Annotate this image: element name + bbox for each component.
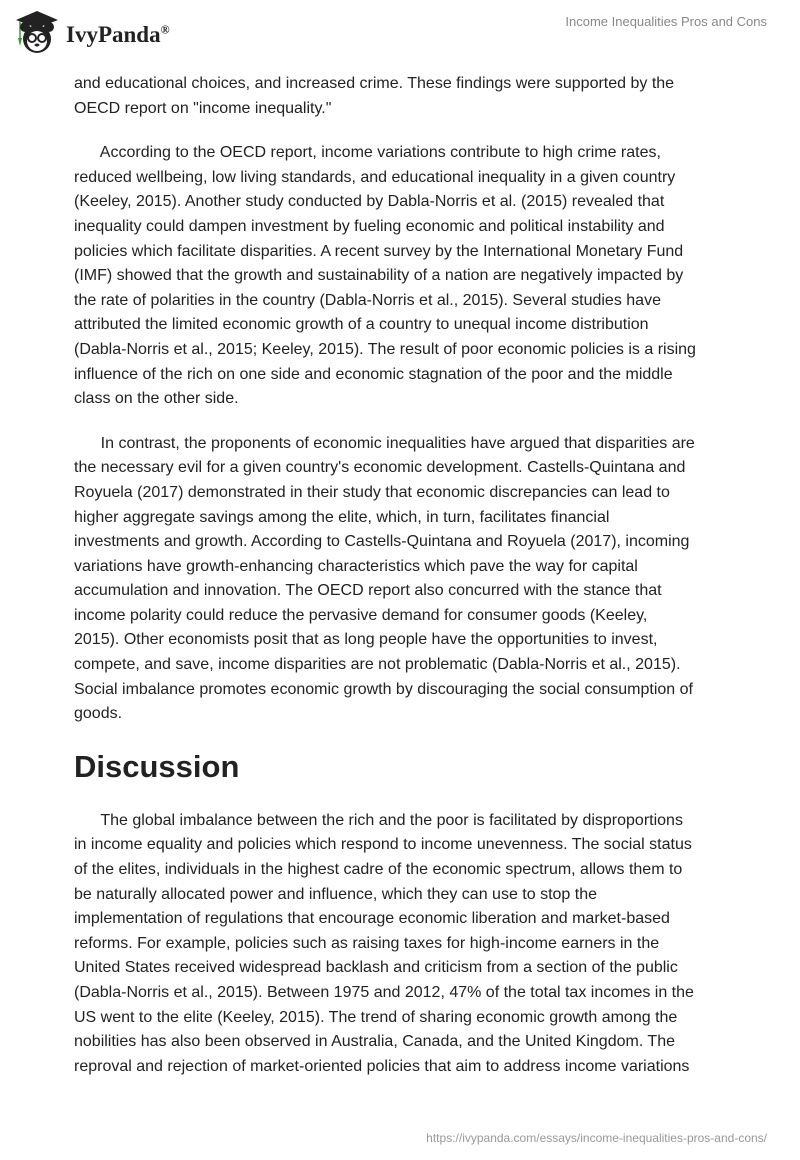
text-line: higher aggregate savings among the elite, which, in turn, facilitates financial	[74, 508, 610, 526]
text-line: The global imbalance between the rich and the poor is facilitated by disproportions	[74, 811, 683, 829]
text-line: and educational choices, and increased crime. These findings were supported by the	[74, 75, 675, 92]
text-line: attributed the limited economic growth of a country to unequal income distribution	[74, 316, 649, 334]
text-line: (Keeley, 2015). Another study conducted by Dabla-Norris et al. (2015) revealed that	[74, 193, 665, 211]
text-line: OECD report on "income inequality."	[74, 99, 332, 117]
text-line: nobilities has also been observed in Australia, Canada, and the United Kingdom. The	[74, 1033, 675, 1051]
registered-mark: ®	[160, 22, 170, 37]
text-line: of the elites, individuals in the highest cadre of the economic spectrum, allows them to	[74, 861, 683, 879]
section-heading-discussion: Discussion	[74, 748, 240, 784]
paragraph	[74, 141, 754, 412]
text-line: (IMF) showed that the growth and sustainability of a nation are negatively impacted by	[74, 267, 684, 285]
paragraph	[74, 809, 754, 1080]
paragraphs-before	[74, 72, 754, 727]
text-line: accumulation and innovation. The OECD report also concurred with the stance that	[74, 582, 662, 600]
text-line: policies which facilitate disparities. A recent survey by the International Monetary Fund	[74, 242, 684, 260]
text-line: 2015). Other economists posit that as long people have the opportunities to invest,	[74, 631, 658, 649]
text-line: US went to the elite (Keeley, 2015). The trend of sharing economic growth among the	[74, 1008, 678, 1026]
text-line: (Dabla-Norris et al., 2015; Keeley, 2015). The result of poor economic policies is a rising	[74, 340, 696, 358]
text-line: reforms. For example, policies such as raising taxes for high-income earners in the	[74, 934, 660, 952]
document-title: Income Inequalities Pros and Cons	[565, 14, 767, 29]
text-line: reproval and rejection of market-oriented policies that aim to address income variations	[74, 1057, 690, 1075]
paragraphs-after	[74, 809, 754, 1080]
paragraph	[74, 72, 754, 121]
ivypanda-logo[interactable]	[12, 8, 172, 56]
text-line: Social imbalance promotes economic growth by discouraging the social consumption of	[74, 680, 693, 698]
panda-graduate-icon	[12, 8, 62, 56]
text-line: inequality could dampen investment by fueling economic and political instability and	[74, 217, 665, 235]
text-line: investments and growth. According to Castells-Quintana and Royuela (2017), incoming	[74, 533, 690, 551]
text-line: influence of the rich on one side and economic stagnation of the poor and the middle	[74, 365, 673, 383]
text-line: the necessary evil for a given country's economic development. Castells-Quintana and	[74, 459, 686, 477]
page-header	[0, 0, 800, 60]
text-line: compete, and save, income disparities are not problematic (Dabla-Norris et al., 2015).	[74, 656, 681, 674]
text-line: According to the OECD report, income variations contribute to high crime rates,	[74, 144, 661, 162]
text-line: (Dabla-Norris et al., 2015). Between 1975 and 2012, 47% of the total tax incomes in the	[74, 984, 694, 1001]
logo-text: IvyPanda	[66, 22, 161, 47]
text-line: be naturally allocated power and influence, which they can use to stop the	[74, 885, 597, 903]
text-line: Royuela (2017) demonstrated in their study that economic discrepancies can lead to	[74, 483, 670, 501]
footer-url[interactable]: https://ivypanda.com/essays/income-inequalities-pros-and-cons/	[426, 1131, 767, 1145]
paragraph	[74, 432, 754, 727]
text-line: income polarity could reduce the pervasive demand for consumer goods (Keeley,	[74, 606, 648, 624]
text-line: goods.	[74, 705, 123, 723]
text-line: reduced wellbeing, low living standards, and educational inequality in a given country	[74, 168, 676, 186]
text-line: variations have growth-enhancing characteristics which pave the way for capital	[74, 557, 638, 575]
text-line: United States received widespread backlash and criticism from a section of the public	[74, 959, 678, 977]
text-line: implementation of regulations that encourage economic liberation and market-based	[74, 910, 670, 928]
text-line: In contrast, the proponents of economic inequalities have argued that disparities are	[74, 434, 695, 452]
text-line: in income equality and policies which respond to income unevenness. The social status	[74, 836, 692, 854]
essay-content	[74, 72, 754, 1099]
text-line: class on the other side.	[74, 390, 239, 408]
text-line: the rate of polarities in the country (Dabla-Norris et al., 2015). Several studies have	[74, 291, 661, 309]
